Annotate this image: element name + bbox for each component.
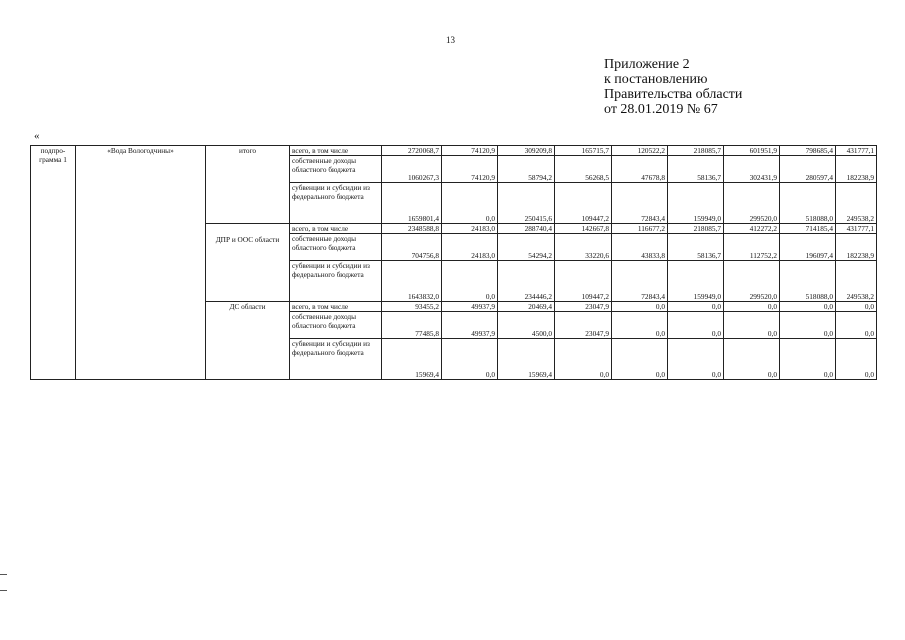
program-name-cell: «Вода Вологодчины» [76, 146, 206, 380]
value-cell: 431777,1 [836, 224, 877, 234]
value-cell: 0,0 [668, 312, 724, 339]
value-cell: 299520,0 [724, 183, 780, 224]
value-cell: 249538,2 [836, 183, 877, 224]
value-cell: 2348588,8 [382, 224, 442, 234]
value-cell: 23047,9 [555, 302, 612, 312]
value-cell: 159949,0 [668, 261, 724, 302]
value-cell: 120522,2 [612, 146, 668, 156]
value-cell: 218085,7 [668, 146, 724, 156]
value-cell: 431777,1 [836, 146, 877, 156]
value-cell: 280597,4 [780, 156, 836, 183]
row-label-cell: всего, в том числе [290, 224, 382, 234]
budget-table [30, 145, 877, 380]
value-cell: 4500,0 [498, 312, 555, 339]
value-cell: 0,0 [555, 339, 612, 380]
value-cell: 74120,9 [442, 156, 498, 183]
value-cell: 142667,8 [555, 224, 612, 234]
value-cell: 20469,4 [498, 302, 555, 312]
value-cell: 0,0 [612, 302, 668, 312]
value-cell: 77485,8 [382, 312, 442, 339]
value-cell: 1643832,0 [382, 261, 442, 302]
value-cell: 54294,2 [498, 234, 555, 261]
value-cell: 518088,0 [780, 183, 836, 224]
value-cell: 0,0 [442, 183, 498, 224]
row-label-cell: субвенции и субсидии из федерального бюджета [290, 183, 382, 224]
appendix-line-2: к постановлению [604, 72, 708, 87]
row-label-cell: всего, в том числе [290, 302, 382, 312]
value-cell: 49937,9 [442, 302, 498, 312]
row-label-cell: субвенции и субсидии из федерального бюджета [290, 339, 382, 380]
value-cell: 518088,0 [780, 261, 836, 302]
value-cell: 0,0 [836, 339, 877, 380]
value-cell: 714185,4 [780, 224, 836, 234]
value-cell: 43833,8 [612, 234, 668, 261]
value-cell: 234446,2 [498, 261, 555, 302]
value-cell: 47678,8 [612, 156, 668, 183]
value-cell: 0,0 [724, 302, 780, 312]
value-cell: 0,0 [780, 312, 836, 339]
value-cell: 182238,9 [836, 234, 877, 261]
value-cell: 0,0 [724, 312, 780, 339]
value-cell: 15969,4 [498, 339, 555, 380]
value-cell: 798685,4 [780, 146, 836, 156]
value-cell: 15969,4 [382, 339, 442, 380]
value-cell: 288740,4 [498, 224, 555, 234]
value-cell: 2720068,7 [382, 146, 442, 156]
value-cell: 1659801,4 [382, 183, 442, 224]
opening-quote: « [34, 130, 40, 142]
value-cell: 0,0 [780, 302, 836, 312]
value-cell: 0,0 [836, 312, 877, 339]
value-cell: 56268,5 [555, 156, 612, 183]
appendix-header [604, 57, 742, 117]
value-cell: 601951,9 [724, 146, 780, 156]
value-cell: 299520,0 [724, 261, 780, 302]
value-cell: 24183,0 [442, 224, 498, 234]
value-cell: 182238,9 [836, 156, 877, 183]
row-label-cell: собственные доходы областного бюджета [290, 156, 382, 183]
subprogram-cell: подпро- грамма 1 [31, 146, 76, 380]
value-cell: 109447,2 [555, 261, 612, 302]
value-cell: 58136,7 [668, 156, 724, 183]
value-cell: 250415,6 [498, 183, 555, 224]
value-cell: 412272,2 [724, 224, 780, 234]
value-cell: 0,0 [612, 339, 668, 380]
row-label-cell: собственные доходы областного бюджета [290, 234, 382, 261]
value-cell: 704756,8 [382, 234, 442, 261]
funding-source-cell: итого [206, 146, 290, 224]
page-number: 13 [446, 35, 455, 45]
value-cell: 93455,2 [382, 302, 442, 312]
value-cell: 1060267,3 [382, 156, 442, 183]
value-cell: 196097,4 [780, 234, 836, 261]
value-cell: 24183,0 [442, 234, 498, 261]
table-row [31, 146, 877, 156]
value-cell: 49937,9 [442, 312, 498, 339]
value-cell: 74120,9 [442, 146, 498, 156]
value-cell: 33220,6 [555, 234, 612, 261]
row-label-cell: собственные доходы областного бюджета [290, 312, 382, 339]
value-cell: 58794,2 [498, 156, 555, 183]
value-cell: 109447,2 [555, 183, 612, 224]
value-cell: 309209,8 [498, 146, 555, 156]
value-cell: 72843,4 [612, 183, 668, 224]
value-cell: 302431,9 [724, 156, 780, 183]
value-cell: 0,0 [442, 339, 498, 380]
row-label-cell: всего, в том числе [290, 146, 382, 156]
value-cell: 0,0 [780, 339, 836, 380]
value-cell: 58136,7 [668, 234, 724, 261]
value-cell: 0,0 [612, 312, 668, 339]
value-cell: 159949,0 [668, 183, 724, 224]
appendix-line-3: Правительства области [604, 87, 743, 102]
margin-tick [0, 574, 7, 575]
funding-source-cell: ДПР и ООС области [206, 224, 290, 302]
value-cell: 0,0 [836, 302, 877, 312]
row-label-cell: субвенции и субсидии из федерального бюджета [290, 261, 382, 302]
value-cell: 116677,2 [612, 224, 668, 234]
value-cell: 249538,2 [836, 261, 877, 302]
value-cell: 0,0 [442, 261, 498, 302]
value-cell: 218085,7 [668, 224, 724, 234]
value-cell: 23047,9 [555, 312, 612, 339]
funding-source-cell: ДС области [206, 302, 290, 380]
value-cell: 0,0 [668, 339, 724, 380]
value-cell: 0,0 [668, 302, 724, 312]
value-cell: 72843,4 [612, 261, 668, 302]
value-cell: 112752,2 [724, 234, 780, 261]
value-cell: 165715,7 [555, 146, 612, 156]
margin-tick [0, 590, 7, 591]
value-cell: 0,0 [724, 339, 780, 380]
appendix-date-number: от 28.01.2019 № 67 [604, 102, 718, 117]
appendix-title: Приложение 2 [604, 57, 690, 72]
